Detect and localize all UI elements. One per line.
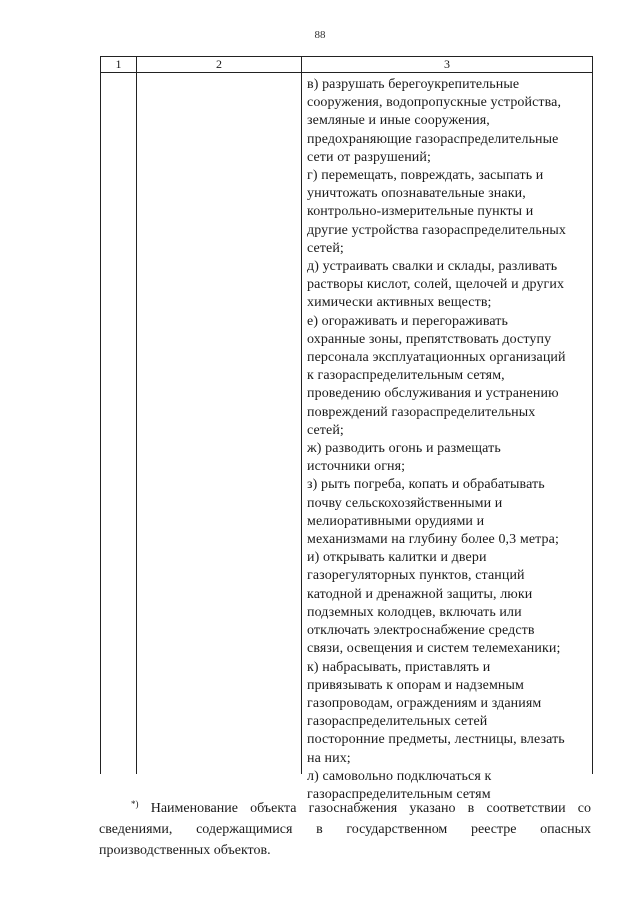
header-cell-1: 1 (115, 57, 122, 71)
table-text-line: химически активных веществ; (307, 295, 492, 311)
table-text-line: почву сельскохозяйственными и (307, 495, 503, 511)
table-text-line: персонала эксплуатационных организаций (307, 350, 566, 366)
table-text-line: и) открывать калитки и двери (307, 550, 487, 566)
table-text-line: растворы кислот, солей, щелочей и других (307, 277, 565, 293)
footnote-line-3: производственных объектов. (99, 843, 271, 858)
table-text-line: уничтожать опознавательные знаки, (307, 186, 526, 202)
header-cell-3: 3 (444, 57, 450, 71)
table-text-line: сети от разрушений; (307, 149, 431, 165)
table-text-line: в) разрушать берегоукрепительные (307, 77, 520, 92)
table-text-line: газораспределительных сетей (307, 714, 488, 730)
table-text-line: привязывать к опорам и надземным (307, 677, 524, 693)
footnote-line-1 (99, 794, 591, 819)
footnote-line-2: сведениями, содержащимися в государственном реестре опасных (99, 822, 591, 837)
table-text-line: механизмами на глубину более 0,3 метра; (307, 532, 559, 548)
table-header-row (101, 57, 592, 73)
table-text-line: е) огораживать и перегораживать (307, 313, 508, 329)
table-text-line: предохраняющие газораспределительные (307, 131, 559, 147)
table-text-line: сетей; (307, 240, 344, 256)
table-text-line: з) рыть погреба, копать и обрабатывать (307, 477, 545, 493)
table-text-line: ж) разводить огонь и размещать (307, 441, 501, 457)
page-number: 88 (314, 29, 326, 41)
footnote-line-1-text: Наименование объекта газоснабжения указано в соответствии со (150, 801, 591, 816)
table-text-line: сооружения, водопропускные устройства, (307, 95, 562, 111)
column-3-content (307, 76, 589, 804)
table-text-line: газораспределительным сетям (307, 786, 491, 802)
table-text-line: катодной и дренажной защиты, люки (307, 586, 533, 602)
table-text-line: повреждений газораспределительных (307, 404, 536, 420)
table-text-line: г) перемещать, повреждать, засыпать и (307, 168, 544, 184)
footnote (99, 794, 591, 861)
column-divider (301, 57, 302, 774)
table-text-line: отключать электроснабжение средств (307, 623, 535, 639)
table-text-line: земляные и иные сооружения, (307, 113, 490, 129)
table-text-line: другие устройства газораспределительных (307, 222, 567, 238)
table-text-line: посторонние предметы, лестницы, влезать (307, 732, 565, 748)
table-text-line: газопроводам, ограждениям и зданиям (307, 695, 542, 711)
table-text-line: на них; (307, 750, 351, 766)
table-text-line: мелиоративными орудиями и (307, 513, 485, 529)
table-text-line: контрольно-измерительные пункты и (307, 204, 534, 220)
table-text-line: д) устраивать свалки и склады, разливать (307, 259, 558, 275)
table-text-line: газорегуляторных пунктов, станций (307, 568, 525, 584)
table-text-line: л) самовольно подключаться к (307, 768, 492, 784)
table-text-line: подземных колодцев, включать или (307, 604, 522, 620)
table-text-line: к) набрасывать, приставлять и (307, 659, 491, 675)
header-cell-2: 2 (216, 57, 222, 71)
table-text-line: проведению обслуживания и устранению (307, 386, 559, 402)
table-text-line: источники огня; (307, 459, 406, 475)
table-text-line: связи, освещения и систем телемеханики; (307, 641, 561, 657)
column-divider (136, 57, 137, 774)
table-text-line: сетей; (307, 422, 344, 438)
table-text-line: к газораспределительным сетям, (307, 368, 505, 384)
footnote-marker: *) (131, 799, 139, 809)
table-text-line: охранные зоны, препятствовать доступу (307, 331, 552, 347)
